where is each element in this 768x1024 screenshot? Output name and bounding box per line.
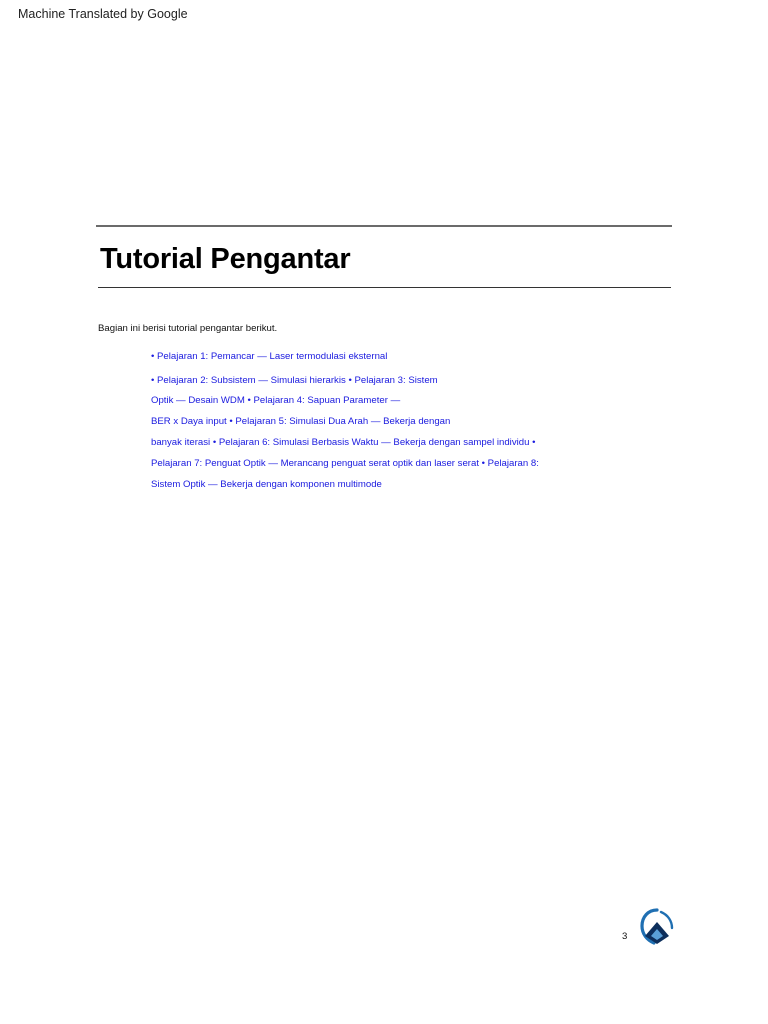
lesson-5-6-link[interactable]: banyak iterasi • Pelajaran 6: Simulasi Berbasis Waktu — Bekerja dengan sampel individu • — [151, 437, 536, 448]
page-number: 3 — [622, 931, 628, 942]
tutorial-line-2 — [151, 375, 438, 386]
tutorial-line-1 — [151, 351, 387, 362]
lesson-2-3-link[interactable]: • Pelajaran 2: Subsistem — Simulasi hierarkis • Pelajaran 3: Sistem — [151, 375, 438, 386]
tutorial-line-5 — [151, 437, 535, 448]
lesson-3-4-link[interactable]: Optik — Desain WDM • Pelajaran 4: Sapuan Parameter — — [151, 395, 401, 406]
lesson-4-5-link[interactable]: BER x Daya input • Pelajaran 5: Simulasi Dua Arah — Bekerja dengan — [151, 416, 451, 427]
lesson-8-link[interactable]: Sistem Optik — Bekerja dengan komponen multimode — [151, 479, 382, 490]
tutorial-line-3 — [151, 395, 400, 406]
tutorial-line-7 — [151, 479, 382, 490]
title-top-rule — [96, 225, 672, 227]
tutorial-line-6 — [151, 458, 539, 469]
page-title: Tutorial Pengantar — [100, 243, 351, 275]
machine-translation-banner: Machine Translated by Google — [18, 7, 188, 21]
lesson-7-8-link[interactable]: Pelajaran 7: Penguat Optik — Merancang penguat serat optik dan laser serat • Pelajaran 8: — [151, 458, 539, 469]
lesson-1-link[interactable]: • Pelajaran 1: Pemancar — Laser termodulasi eksternal — [151, 351, 388, 362]
company-logo-icon — [637, 906, 677, 948]
title-bottom-rule — [98, 287, 671, 288]
tutorial-line-4 — [151, 416, 450, 427]
intro-text: Bagian ini berisi tutorial pengantar berikut. — [98, 323, 278, 334]
